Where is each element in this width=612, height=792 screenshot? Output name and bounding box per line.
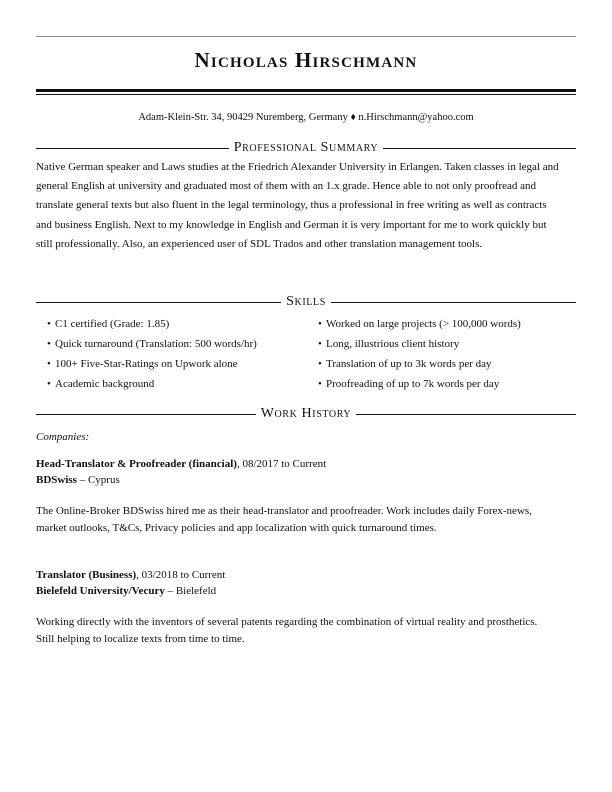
job-title: Translator (Business) — [36, 569, 137, 581]
summary-section-heading — [36, 140, 576, 156]
header-double-divider — [36, 89, 576, 95]
job-company-line — [36, 472, 120, 488]
job-company: BDSwiss — [36, 474, 77, 486]
skill-item: • Long, illustrious client history — [307, 334, 576, 354]
skills-column-right — [307, 314, 576, 394]
job-dates: , 03/2018 to Current — [136, 569, 226, 581]
heading-rule-left — [36, 414, 256, 415]
skill-item: • 100+ Five-Star-Ratings on Upwork alone — [36, 354, 307, 374]
skills-list — [36, 314, 576, 394]
skill-item: • Quick turnaround (Translation: 500 words/hr) — [36, 334, 307, 354]
summary-heading-text: Professional Summary — [233, 140, 379, 155]
job-title: Head-Translator & Proofreader (financial) — [36, 458, 237, 470]
companies-label: Companies: — [36, 431, 90, 443]
heading-rule-right — [383, 148, 576, 149]
job-dates: , 08/2017 to Current — [236, 458, 327, 470]
skills-section-heading — [36, 294, 576, 310]
job-company: Bielefeld University/Vecury — [36, 585, 165, 597]
job-description: The Online-Broker BDSwiss hired me as their head-translator and proofreader. Work includes daily Forex-news, market outlooks, T&Cs, Privacy policies and app localization with quick turnaround times. — [36, 505, 532, 534]
summary-paragraph: Native German speaker and Laws studies at the Friedrich Alexander University in Erlangen. Taken classes in legal and general English at university and graduated most of them with an 1.x grade. Hence able to not only proofread and translate general texts but also fluent in the legal terminology, thus a professional in free writing as well as contracts and business English. Next to my knowledge in English and German it is very important for me to work quickly but still professionally. Also, an experienced user of SDL Trados and other translation management tools. — [36, 161, 559, 250]
contact-line: Adam-Klein-Str. 34, 90429 Nuremberg, Germany ♦ n.Hirschmann@yahoo.com — [138, 112, 474, 123]
candidate-name: Nicholas Hirschmann — [194, 48, 418, 72]
job-location: – Cyprus — [76, 474, 120, 486]
job-description: Working directly with the inventors of several patents regarding the combination of virtual reality and prosthetics. Still helping to localize texts from time to time. — [36, 616, 538, 645]
heading-rule-left — [36, 302, 281, 303]
skill-item: • Worked on large projects (> 100,000 words) — [307, 314, 576, 334]
heading-rule-right — [356, 414, 576, 415]
skill-item: • Academic background — [36, 374, 307, 394]
skills-heading-text: Skills — [286, 294, 326, 309]
skill-item: • Translation of up to 3k words per day — [307, 354, 576, 374]
resume-page — [36, 0, 576, 792]
job-company-line — [36, 583, 216, 599]
job-title-line — [36, 567, 225, 583]
skill-item: • Proofreading of up to 7k words per day — [307, 374, 576, 394]
top-divider — [36, 36, 576, 37]
heading-rule-right — [331, 302, 576, 303]
work-section-heading — [36, 406, 576, 422]
skills-column-left — [36, 314, 307, 394]
job-location: – Bielefeld — [164, 585, 217, 597]
job-title-line — [36, 456, 326, 472]
work-heading-text: Work History — [260, 406, 352, 421]
heading-rule-left — [36, 148, 229, 149]
skill-item: • C1 certified (Grade: 1.85) — [36, 314, 307, 334]
